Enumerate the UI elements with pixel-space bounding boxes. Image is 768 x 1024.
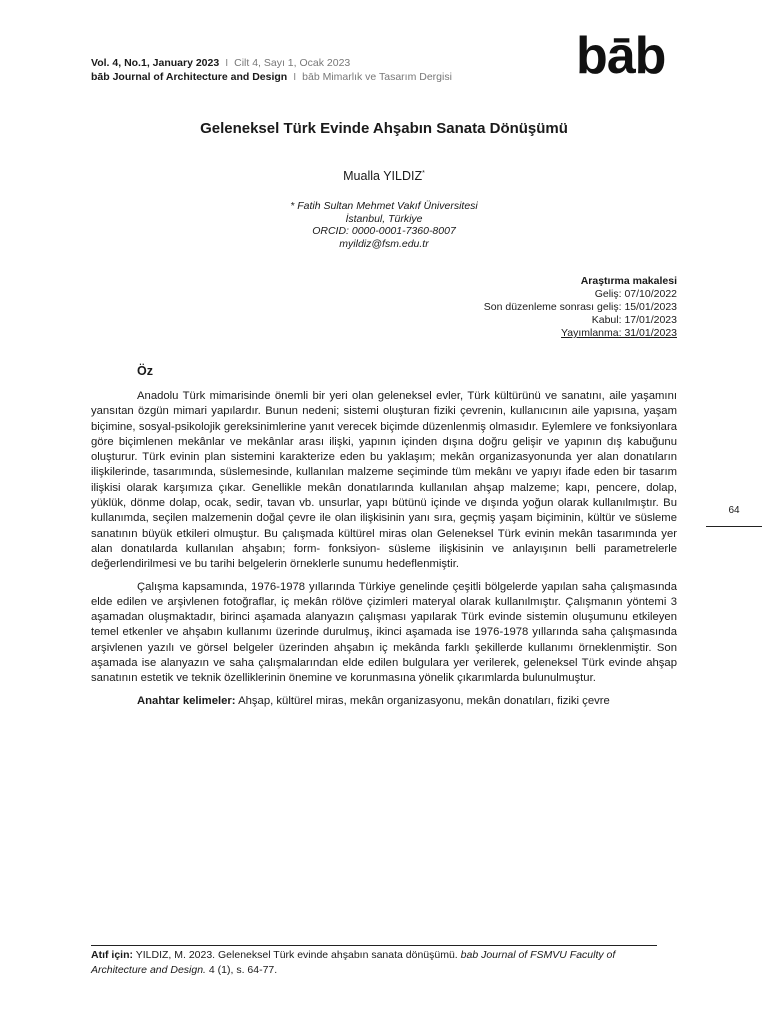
article-title: Geleneksel Türk Evinde Ahşabın Sanata Dönüşümü: [200, 120, 568, 137]
keywords-list: Ahşap, kültürel miras, mekân organizasyonu, mekân donatıları, fiziki çevre: [238, 694, 610, 707]
volume-tr: Cilt 4, Sayı 1, Ocak 2023: [234, 57, 351, 69]
affiliation-email: myildiz@fsm.edu.tr: [339, 237, 429, 250]
page-number: 64: [728, 505, 740, 516]
abstract-paragraph-1: Anadolu Türk mimarisinde önemli bir yeri olan geleneksel evler, Türk kültürünü ve sanatını, aile yaşamını yansıtan özgün mimari yapılardır. Bunun nedeni; sistemi oluşturan fiziki çevrenin, kullanıcının aile yapısına, yaşam biçimine, sosyal-psikolojik gereksinimlerine yanıt verecek biçimde düzenlenmiş olmasıdır. Eylemlere ve fonksiyonlara göre biçimlenen mekânlar ve mekânlar arası ilişki, yapının içinden dışına doğru gelişir ve yapının dış kabuğunu oluşturur. Türk evinin plan sistemini karakterize eden bu yaklaşım; mekân organizasyonunda yer alan donatıların ilişkilerinde, tasarımında, süslemesinde, kullanılan malzeme seçiminde tüm mekânı ve yapıyı ifade eden bir tasarım ilişkisi olarak karşımıza çıkar. Genellikle mekân donatılarında kullanılan ahşap malzeme; kapı, pencere, dolap, yüklük, dönme dolap, ocak, sedir, tavan vb. unsurlar, yapı bütünü içinde ve dışında yoğun olarak kullanılmıştır. Bu kullanımda, seçilen malzemenin doğal çevre ile olan ilişkisinin yanı sıra, geçmiş yaşam biçiminin, kültür ve süsleme sanatının büyük etkileri olmuştur. Bu çalışmada kültürel miras olan Geleneksel Türk evinin mekân tasarımında yer alan donatılarda kullanılan ahşabın; form- fonksiyon- süsleme ilişkisinin ve anlayışının belli parametrelerle değerlendirilmesi ve bu tarihi belgelerin örneklerle sunumu hedeflenmiştir.: [91, 390, 677, 571]
author-name: Mualla YILDIZ: [343, 169, 423, 183]
citation-journal: bab Journal of FSMVU Faculty of Architecture and Design.: [91, 949, 616, 976]
abstract-paragraph-2: Çalışma kapsamında, 1976-1978 yıllarında Türkiye genelinde çeşitli bölgelerde yapılan saha çalışmasında elde edilen ve arşivlenen fotoğraflar, iç mekân rölöve çizimleri materyal olarak kullanılmıştır. Çalışmanın yöntemi 3 aşamadan oluşmaktadır, birinci aşamada alanyazın çalışması yapılarak Türk evinde sistemin oluşumunu etkileyen temel etkenler ve ahşabın kullanımı üzerinde durulmuş, ikinci aşamada ise 1976-1978 yıllarında saha çalışmasında arşivlenen yazılı ve görsel belgeler üzerinden ahşabın iç mekânda farklı şekillerde kullanımı örneklenmiştir. Son aşamada ise alanyazın ve saha çalışmalarından elde edilen bulgulara yer verilerek, geleneksel Türk evinde ahşap sanatının estetik ve teknik özelliklerinin önemine ve korunmasına yönelik çıkarımlarda bulunulmuştur.: [91, 580, 677, 685]
footer-rule: [91, 945, 657, 946]
affiliation-city: İstanbul, Türkiye: [345, 212, 423, 225]
keywords-label: Anahtar kelimeler:: [137, 694, 236, 707]
citation-pages: 4 (1), s. 64-77.: [208, 964, 278, 976]
volume-line: [91, 56, 452, 70]
received-date: Geliş: 07/10/2022: [594, 288, 677, 300]
article-dates: [484, 275, 677, 340]
abstract-heading: Öz: [137, 364, 153, 378]
revised-date: Son düzenleme sonrası geliş: 15/01/2023: [483, 301, 677, 313]
journal-header: [91, 56, 452, 84]
journal-name-tr: bāb Mimarlık ve Tasarım Dergisi: [302, 71, 452, 83]
accepted-date: Kabul: 17/01/2023: [591, 314, 677, 326]
abstract-body: [91, 389, 677, 716]
citation-label: Atıf için:: [91, 949, 133, 961]
header-separator-2: I: [293, 71, 297, 83]
header-separator: I: [225, 57, 229, 69]
page-number-rule: [706, 526, 762, 527]
published-date: Yayımlanma: 31/01/2023: [561, 327, 677, 339]
article-type: Araştırma makalesi: [580, 275, 677, 287]
keywords: [91, 694, 677, 709]
citation-footer: [91, 948, 657, 978]
affiliation-orcid: ORCID: 0000-0001-7360-8007: [312, 225, 456, 237]
affiliation-university: * Fatih Sultan Mehmet Vakıf Üniversitesi: [290, 200, 478, 212]
volume-en: Vol. 4, No.1, January 2023: [91, 57, 220, 69]
journal-name-en: bāb Journal of Architecture and Design: [91, 71, 288, 83]
journal-line: [91, 70, 452, 84]
journal-logo: bāb: [576, 27, 666, 85]
author-line: [0, 169, 768, 183]
author-footnote-mark: *: [422, 169, 425, 177]
author-affiliation: [0, 200, 768, 250]
citation-text: YILDIZ, M. 2023. Geleneksel Türk evinde ahşabın sanata dönüşümü.: [135, 949, 458, 961]
